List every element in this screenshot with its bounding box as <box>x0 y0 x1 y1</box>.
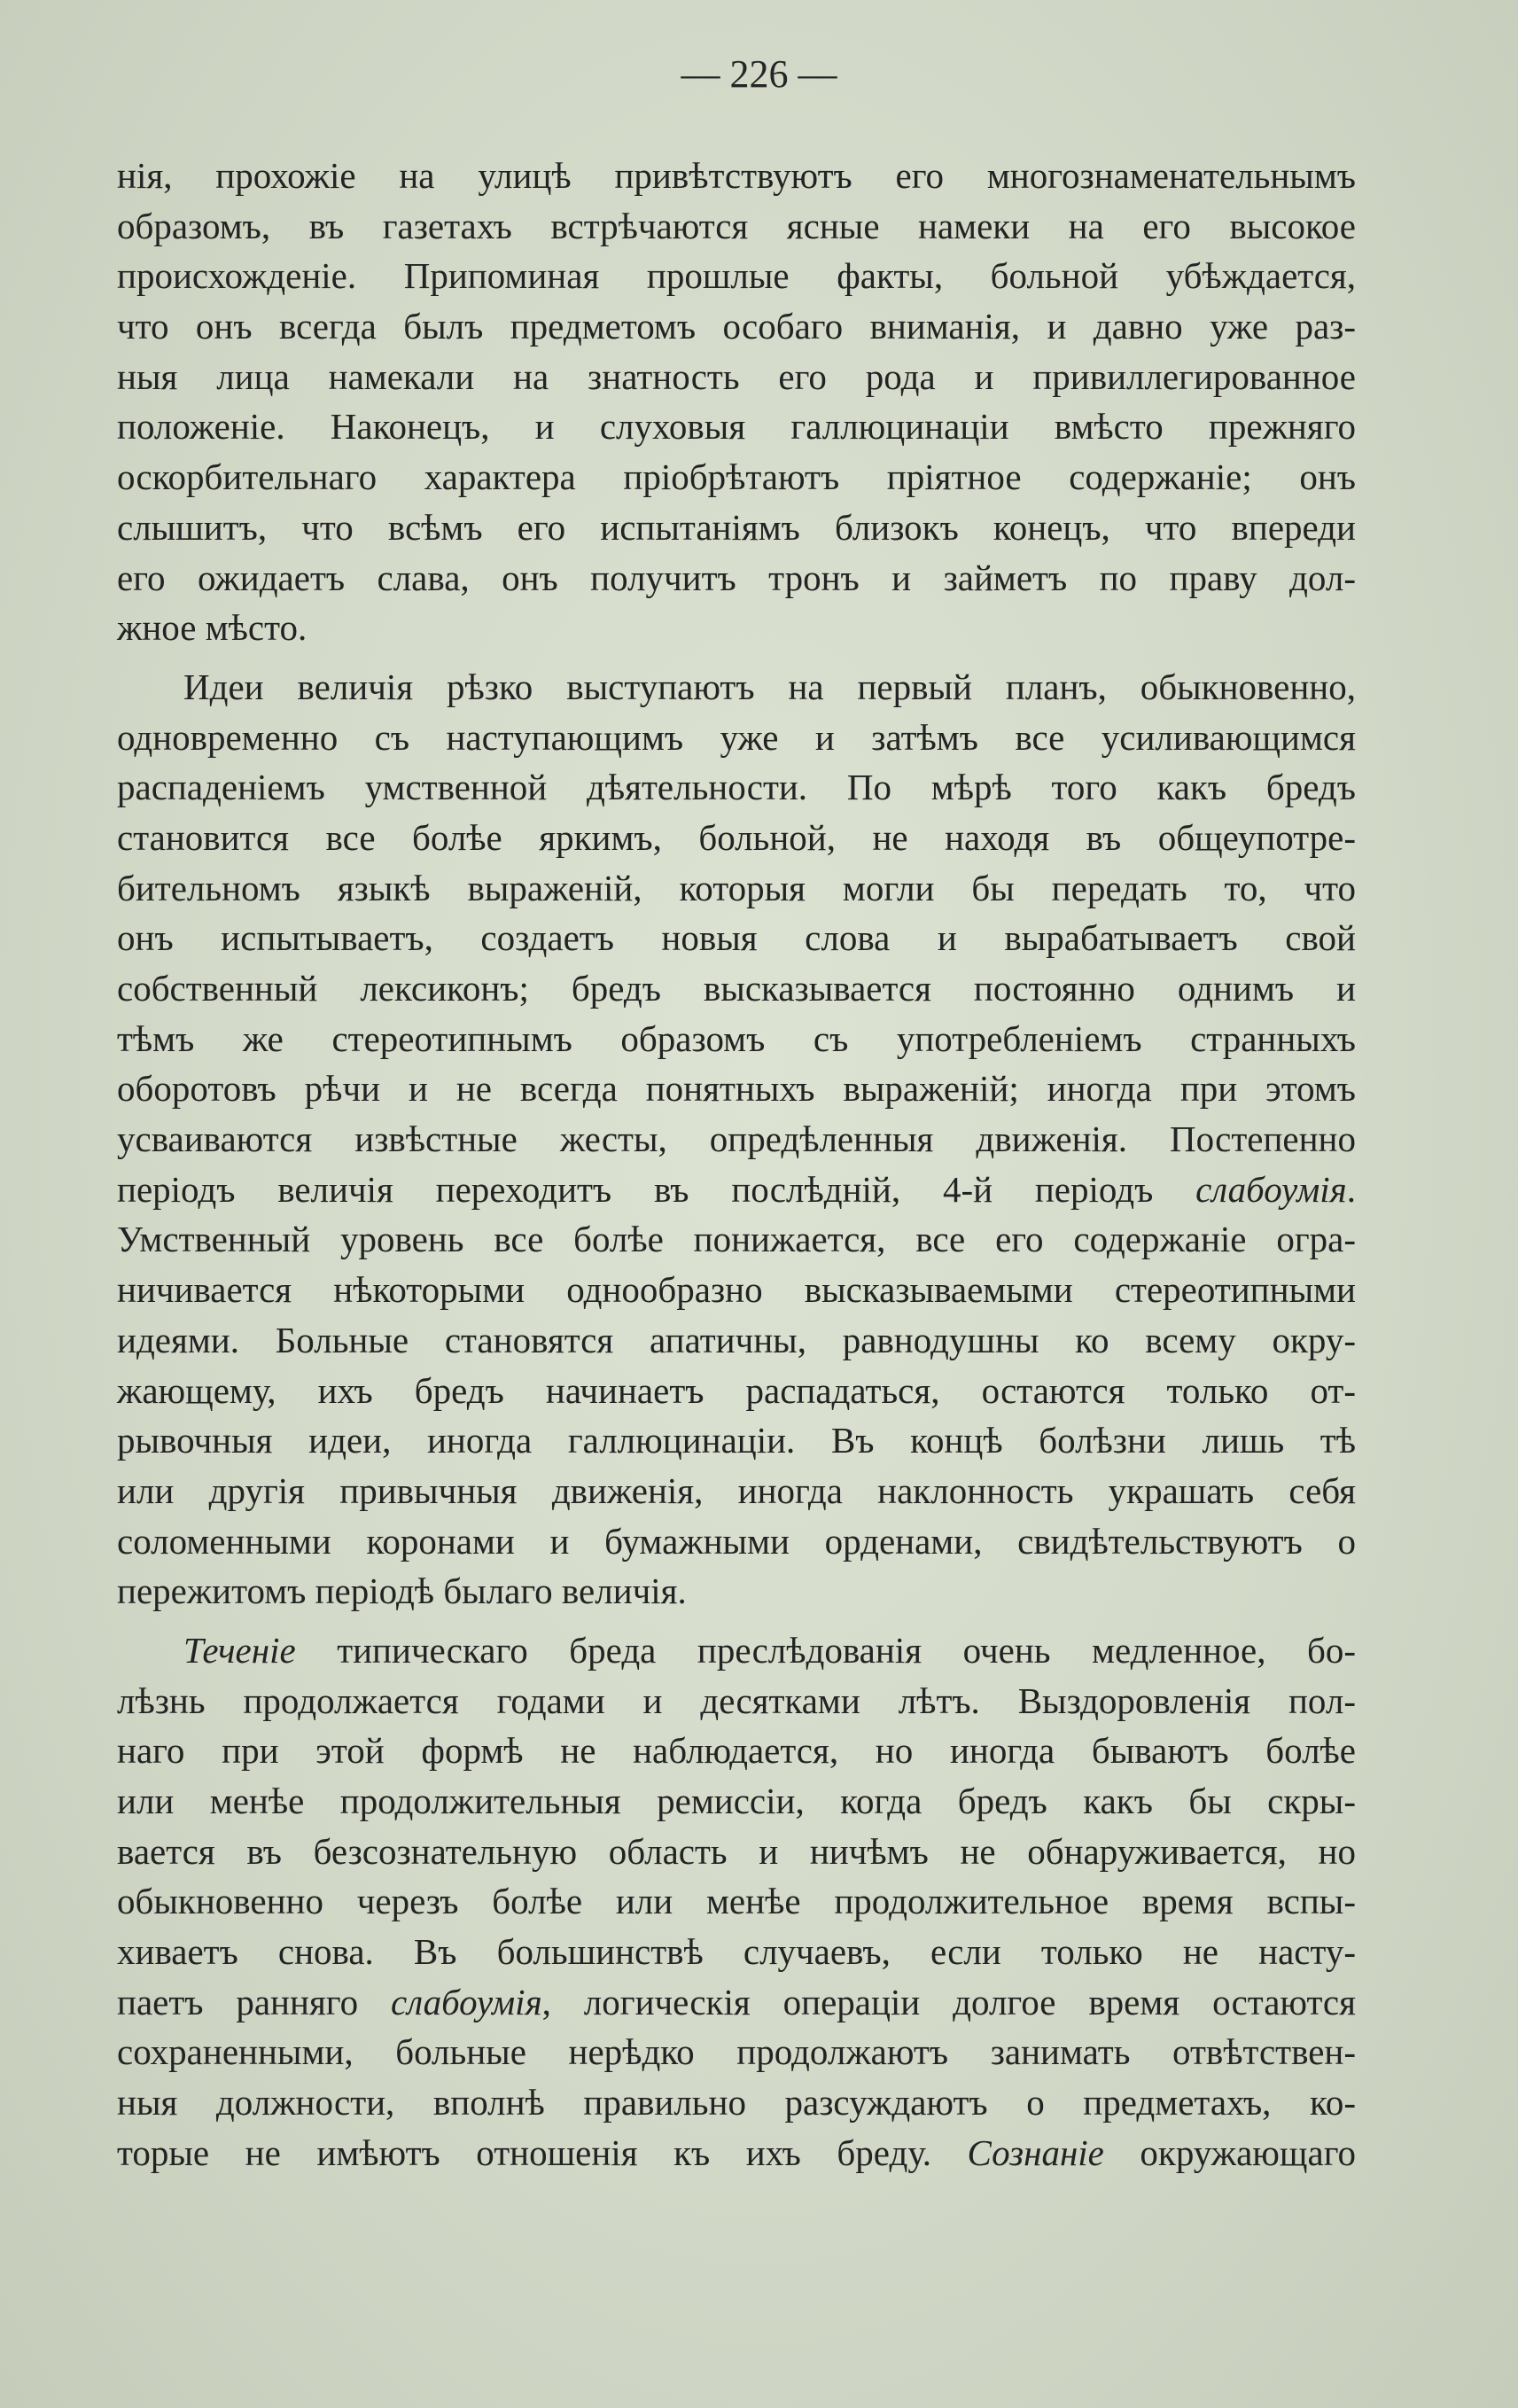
text-line: идеями. Больные становятся апатичны, равнодушны ко всему окру- <box>117 1319 1356 1360</box>
text-line: нія, прохожіе на улицѣ привѣтствуютъ его многознаменательнымъ <box>117 155 1356 196</box>
text-line: бительномъ языкѣ выраженій, которыя могли бы передать то, что <box>117 867 1356 908</box>
text-line: Идеи величія рѣзко выступаютъ на первый планъ, обыкновенно, <box>183 666 1356 707</box>
text-line: слышитъ, что всѣмъ его испытаніямъ близокъ конецъ, что впереди <box>117 506 1356 548</box>
text-line: или менѣе продолжительныя ремиссіи, когда бредъ какъ бы скры- <box>117 1781 1356 1821</box>
text-line: ныя лица намекали на знатность его рода и привиллегированное <box>117 355 1356 397</box>
text-line: рывочныя идеи, иногда галлюцинаціи. Въ концѣ болѣзни лишь тѣ <box>117 1420 1356 1461</box>
text-line: хиваетъ снова. Въ большинствѣ случаевъ, если только не насту- <box>117 1931 1356 1973</box>
text-line: періодъ величія переходитъ въ послѣдній, 4-й періодъ слабоумія. <box>117 1168 1356 1210</box>
text-line: сохраненными, больные нерѣдко продолжаютъ занимать отвѣтствен- <box>117 2031 1356 2073</box>
text-line: соломенными коронами и бумажными орденами, свидѣтельствуютъ о <box>117 1520 1356 1562</box>
text-line: паетъ ранняго слабоумія, логическія операціи долгое время остаются <box>117 1981 1356 2022</box>
text-line: наго при этой формѣ не наблюдается, но иногда бываютъ болѣе <box>117 1730 1356 1772</box>
paragraph-3 <box>117 1625 1356 2178</box>
text-line: образомъ, въ газетахъ встрѣчаются ясные намеки на его высокое <box>117 205 1356 246</box>
text-line: лѣзнь продолжается годами и десятками лѣтъ. Выздоровленія пол- <box>117 1679 1356 1721</box>
paragraph-1 <box>117 151 1356 653</box>
text-line: его ожидаетъ слава, онъ получитъ тронъ и займетъ по праву дол- <box>117 557 1356 598</box>
text-line: Умственный уровень все болѣе понижается, все его содержаніе огра- <box>117 1219 1356 1260</box>
body-text <box>117 151 1356 2178</box>
text-line: становится все болѣе яркимъ, больной, не находя въ общеупотре- <box>117 816 1356 858</box>
text-line: что онъ всегда былъ предметомъ особаго вниманія, и давно уже раз- <box>117 306 1356 347</box>
text-line: ничивается нѣкоторыми однообразно высказываемыми стереотипными <box>117 1269 1356 1311</box>
text-line: распаденіемъ умственной дѣятельности. По мѣрѣ того какъ бредъ <box>117 767 1356 808</box>
text-line: Теченіе типическаго бреда преслѣдованія очень медленное, бо- <box>183 1629 1356 1671</box>
text-line: обыкновенно черезъ болѣе или менѣе продолжительное время вспы- <box>117 1881 1356 1922</box>
text-line: вается въ безсознательную область и ничѣмъ не обнаруживается, но <box>117 1830 1356 1872</box>
text-line: собственный лексиконъ; бредъ высказывается постоянно однимъ и <box>117 968 1356 1009</box>
text-line: одновременно съ наступающимъ уже и затѣмъ все усиливающимся <box>117 716 1356 758</box>
text-line: происхожденіе. Припоминая прошлые факты, больной убѣждается, <box>117 255 1356 297</box>
text-line: положеніе. Наконецъ, и слуховыя галлюцинаціи вмѣсто прежняго <box>117 406 1356 448</box>
text-line: или другія привычныя движенія, иногда наклонность украшать себя <box>117 1469 1356 1511</box>
page-number: — 226 — <box>681 52 837 96</box>
text-line: пережитомъ періодѣ былаго величія. <box>117 1570 687 1612</box>
text-line: усваиваются извѣстные жесты, опредѣленныя движенія. Постепенно <box>117 1118 1356 1160</box>
text-line: оборотовъ рѣчи и не всегда понятныхъ выраженій; иногда при этомъ <box>117 1068 1356 1110</box>
text-line: жающему, ихъ бредъ начинаетъ распадаться, остаются только от- <box>117 1369 1356 1411</box>
text-line: жное мѣсто. <box>117 607 307 649</box>
text-line: онъ испытываетъ, создаетъ новыя слова и вырабатываетъ свой <box>117 917 1356 959</box>
text-line: ныя должности, вполнѣ правильно разсуждаютъ о предметахъ, ко- <box>117 2082 1356 2124</box>
text-line: торые не имѣютъ отношенія къ ихъ бреду. Сознаніе окружающаго <box>117 2131 1356 2173</box>
text-line: оскорбительнаго характера пріобрѣтаютъ пріятное содержаніе; онъ <box>117 456 1356 498</box>
paragraph-2 <box>117 662 1356 1617</box>
text-line: тѣмъ же стереотипнымъ образомъ съ употребленіемъ странныхъ <box>117 1017 1356 1059</box>
